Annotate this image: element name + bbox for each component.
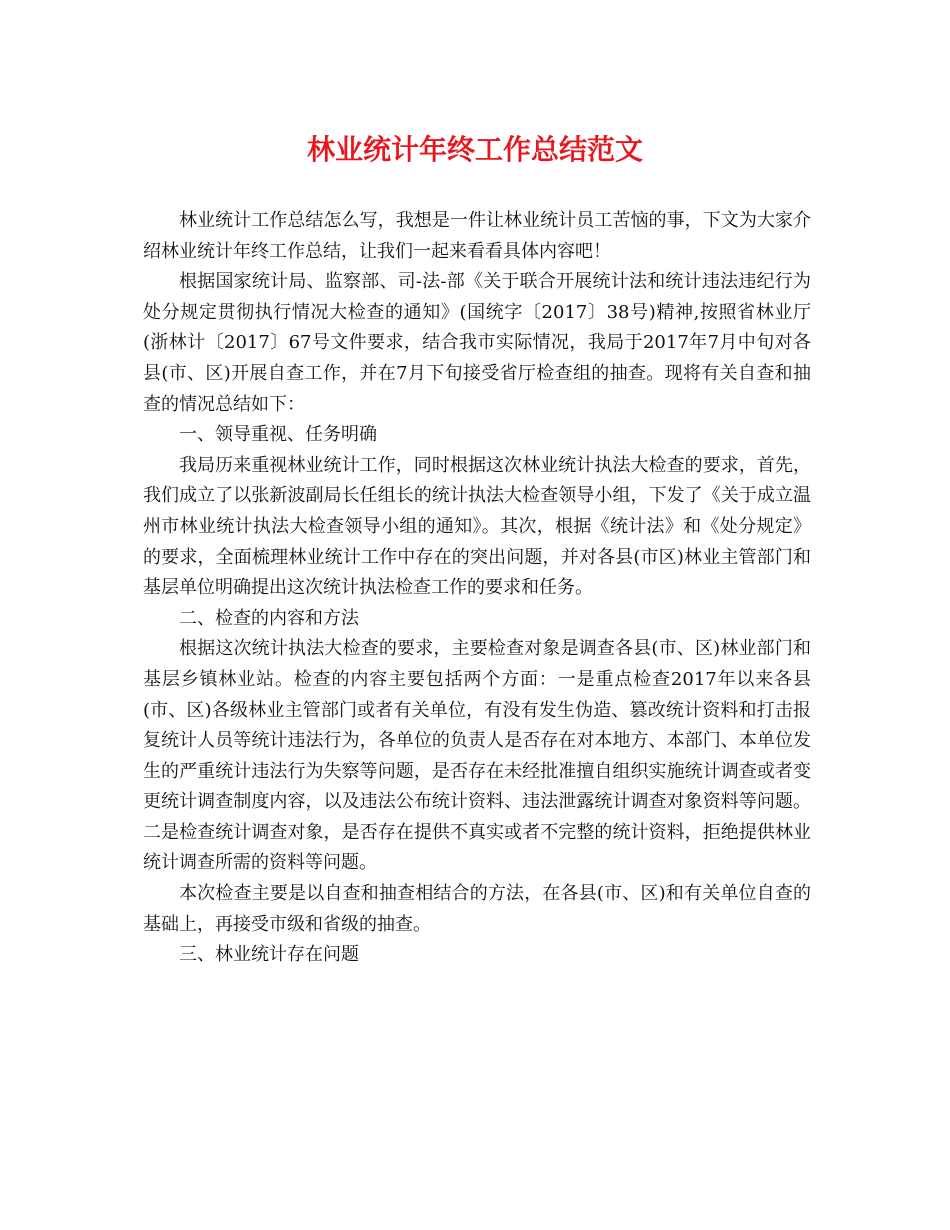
paragraph-background: 根据国家统计局、监察部、司-法-部《关于联合开展统计法和统计违法违纪行为处分规定贯彻执行情况大检查的通知》(国统字〔2017〕38号)精神,按照省林业厅(浙林计〔2017〕67号文件要求，结合我市实际情况，我局于2017年7月中旬对各县(市、区)开展自查工作，并在7月下旬接受省厅检查组的抽查。现将有关自查和抽查的情况总结如下： [143, 271, 811, 415]
document-title: 林业统计年终工作总结范文 [306, 133, 643, 166]
document-body [143, 206, 811, 971]
paragraph-inspection-content: 根据这次统计执法大检查的要求，主要检查对象是调查各县(市、区)林业部门和基层乡镇林业站。检查的内容主要包括两个方面：一是重点检查2017年以来各县(市、区)各级林业主管部门或者有关单位，有没有发生伪造、篡改统计资料和打击报复统计人员等统计违法行为，各单位的负责人是否存在对本地方、本部门、本单位发生的严重统计违法行为失察等问题，是否存在未经批准擅自组织实施统计调查或者变更统计调查制度内容，以及违法公布统计资料、违法泄露统计调查对象资料等问题。二是检查统计调查对象，是否存在提供不真实或者不完整的统计资料，拒绝提供林业统计调查所需的资料等问题。 [143, 638, 811, 874]
section-heading-1: 一、领导重视、任务明确 [179, 424, 377, 446]
section-heading-2: 二、检查的内容和方法 [179, 607, 359, 629]
paragraph-inspection-method: 本次检查主要是以自查和抽查相结合的方法，在各县(市、区)和有关单位自查的基础上，再接受市级和省级的抽查。 [143, 883, 811, 935]
paragraph-intro: 林业统计工作总结怎么写，我想是一件让林业统计员工苦恼的事，下文为大家介绍林业统计年终工作总结，让我们一起来看看具体内容吧！ [143, 210, 811, 262]
paragraph-leadership: 我局历来重视林业统计工作，同时根据这次林业统计执法大检查的要求，首先，我们成立了以张新波副局长任组长的统计执法大检查领导小组，下发了《关于成立温州市林业统计执法大检查领导小组的通知》。其次，根据《统计法》和《处分规定》的要求，全面梳理林业统计工作中存在的突出问题，并对各县(市区)林业主管部门和基层单位明确提出这次统计执法检查工作的要求和任务。 [143, 454, 811, 599]
section-heading-3: 三、林业统计存在问题 [179, 944, 359, 966]
